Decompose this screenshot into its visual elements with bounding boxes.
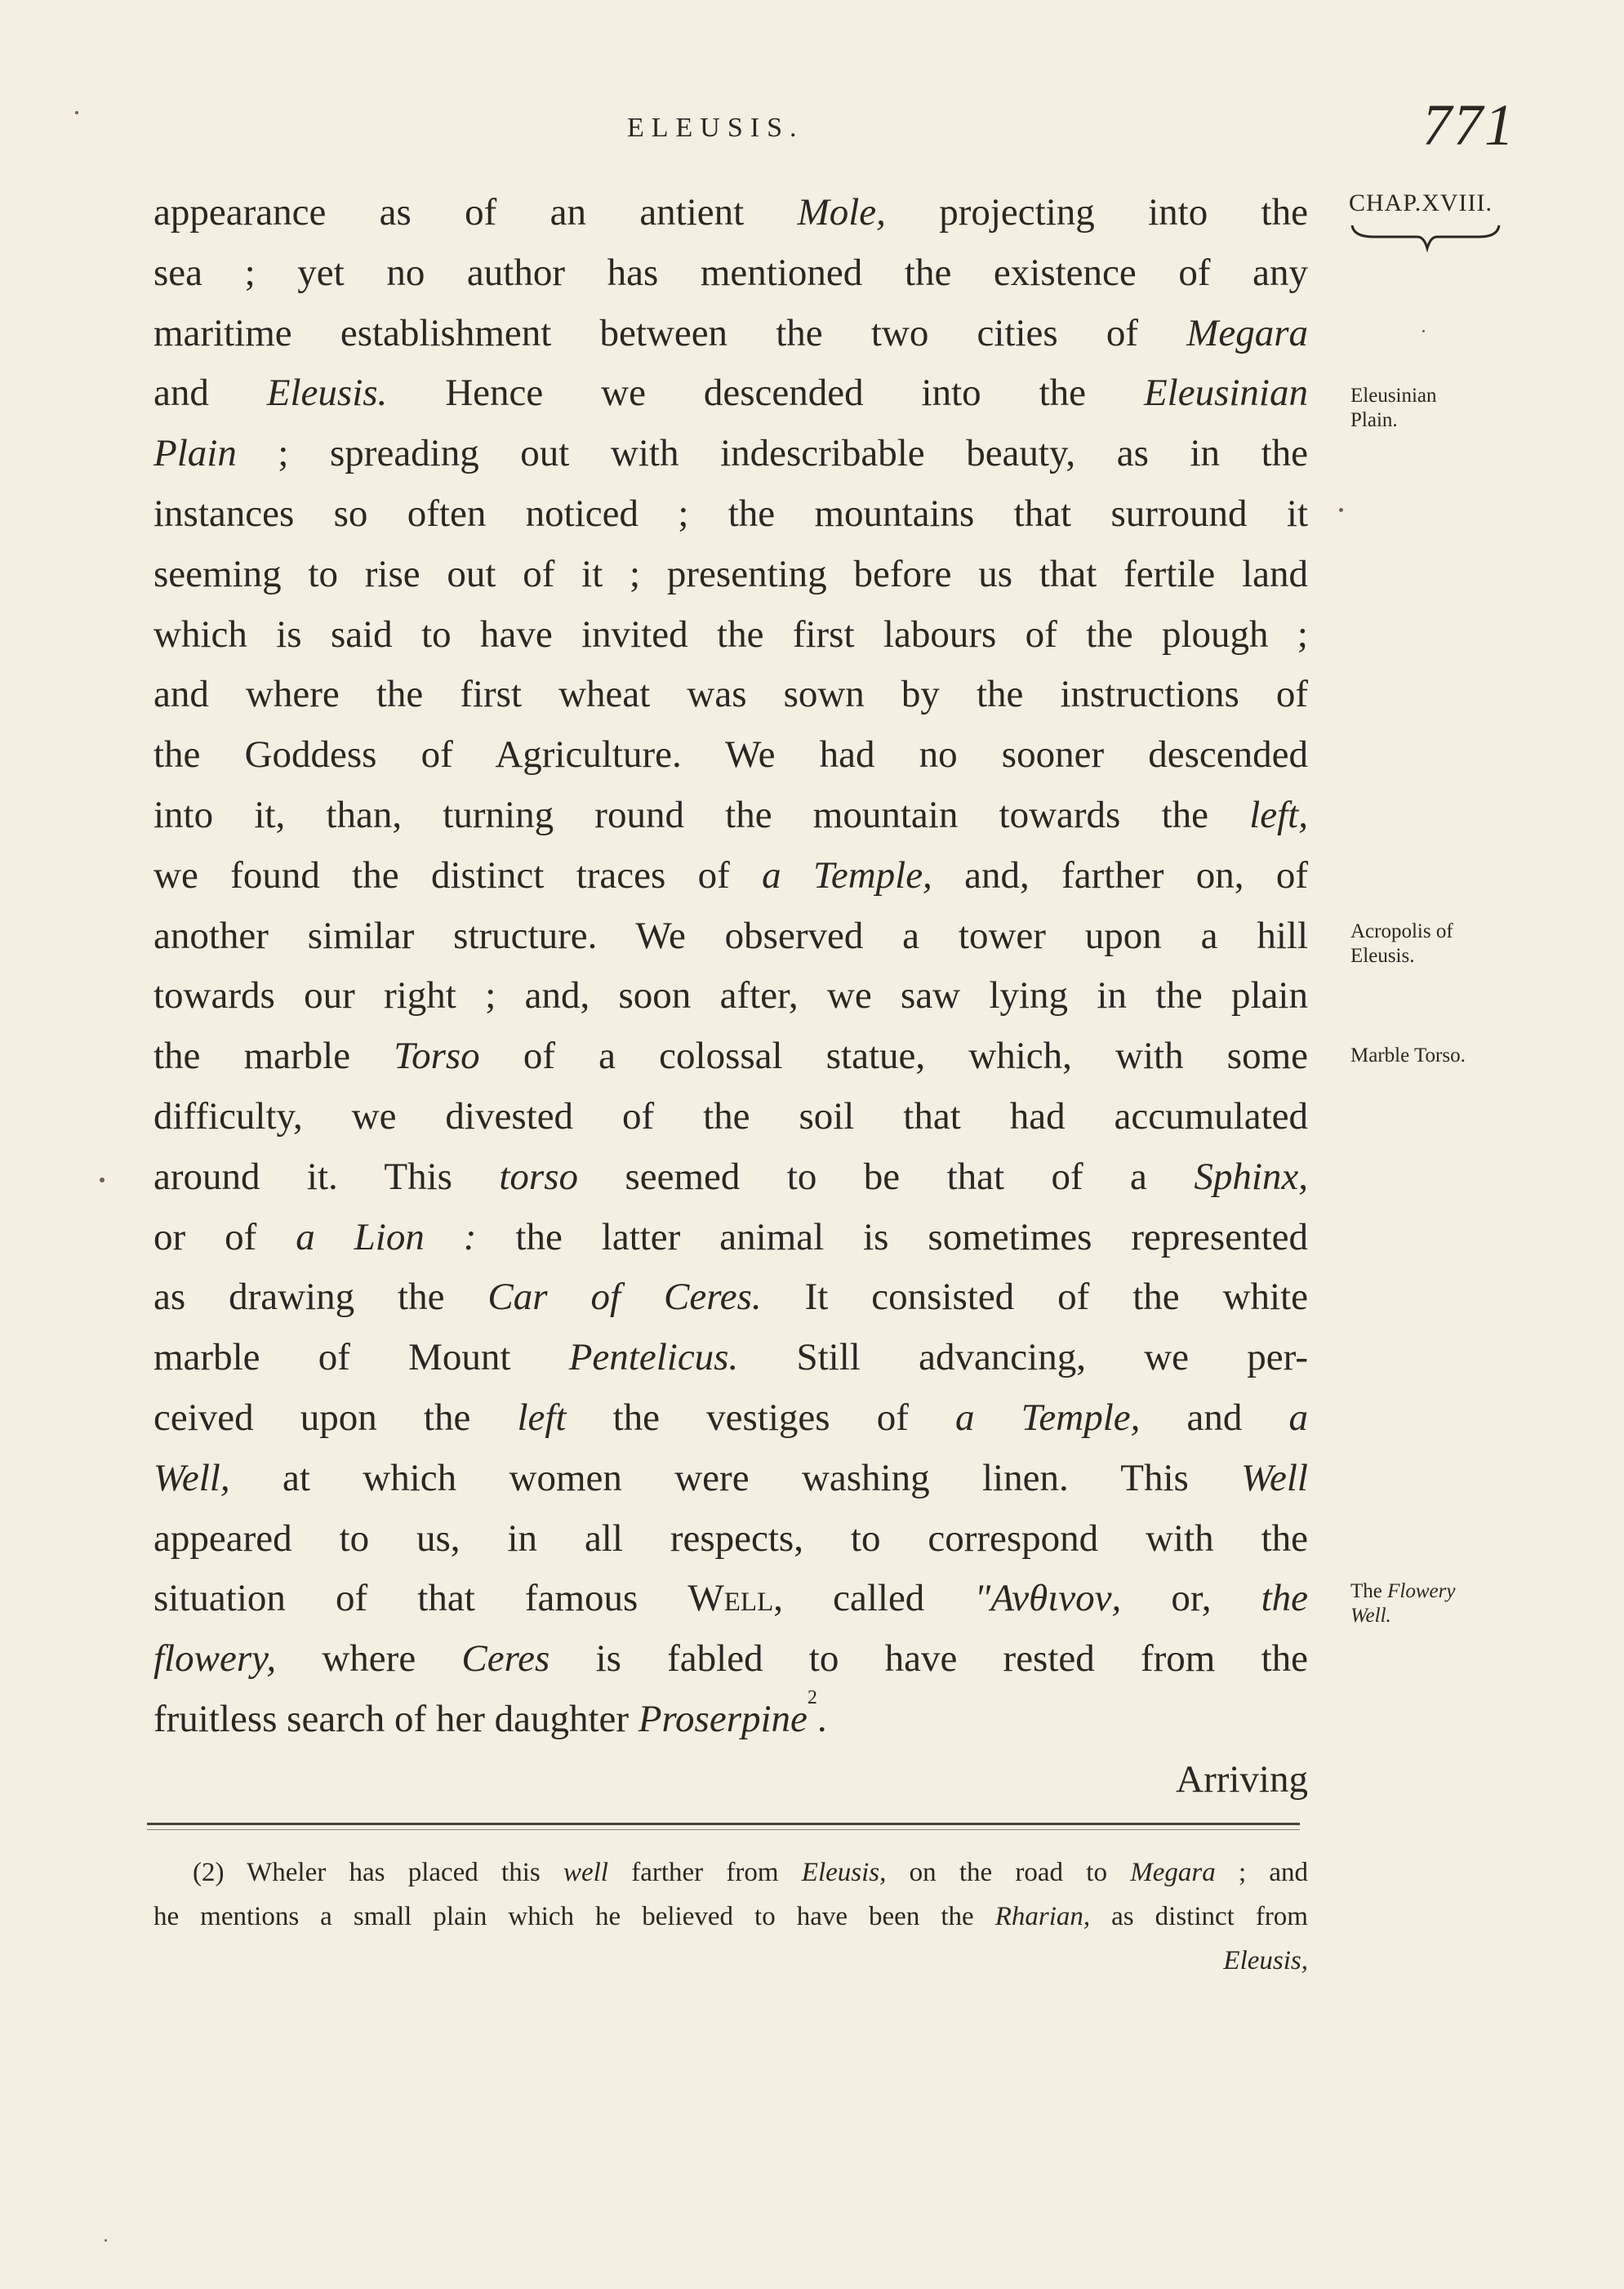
text-run: he mentions a small plain which he believed to have been the <box>154 1902 995 1931</box>
italic-text: well <box>563 1858 608 1887</box>
text-line <box>154 1509 1308 1570</box>
italic-text: a Lion : <box>296 1215 477 1258</box>
text-line <box>154 424 1308 484</box>
text-run: as distinct from <box>1090 1902 1308 1931</box>
text-run: seeming to rise out of it ; presenting before us that fertile land <box>154 552 1308 595</box>
text-line <box>154 1087 1308 1147</box>
italic-text: Plain <box>154 432 237 475</box>
footnote <box>154 1850 1309 1983</box>
chapter-label: CHAP.XVIII. <box>1349 189 1493 216</box>
text-line <box>154 243 1308 304</box>
footnote-line <box>193 1850 1308 1895</box>
text-run: where <box>276 1637 462 1681</box>
text-run: situation of that famous <box>154 1577 688 1620</box>
text-run: of a colossal statue, which, with some <box>479 1035 1308 1078</box>
text-line <box>154 1686 1308 1750</box>
text-run: seemed to be that of a <box>578 1155 1195 1198</box>
text-line <box>154 665 1308 725</box>
italic-text: Proserpine <box>638 1697 808 1740</box>
italic-text: left, <box>1249 793 1308 836</box>
text-line <box>154 1569 1308 1629</box>
text-run: ceived upon the <box>154 1396 518 1439</box>
italic-text: Well, <box>154 1456 230 1499</box>
italic-text: a <box>1288 1396 1308 1439</box>
text-line <box>154 725 1308 786</box>
text-line <box>154 1629 1308 1690</box>
text-line <box>154 786 1308 846</box>
italic-text: a Temple, <box>954 1396 1141 1439</box>
footnote-rule-thin <box>147 1829 1300 1830</box>
text-line <box>154 846 1308 906</box>
text-run: called <box>782 1577 975 1620</box>
text-line <box>154 1147 1308 1208</box>
text-run: Hence we descended into the <box>387 372 1144 415</box>
italic-text: torso <box>499 1155 579 1198</box>
italic-text: a Temple, <box>762 853 932 897</box>
margin-note-eleusinian-plain <box>1350 384 1437 433</box>
text-line <box>154 1328 1308 1388</box>
text-run: and where the first wheat was sown by the instructions of <box>154 673 1308 716</box>
text-run: or, <box>1121 1577 1261 1620</box>
text-run: projecting into the <box>885 191 1308 234</box>
page-number: 771 <box>1422 92 1515 158</box>
paper-speck <box>100 1178 105 1182</box>
text-run: or of <box>154 1215 296 1258</box>
text-run: towards our right ; and, soon after, we saw lying in the plain <box>154 974 1308 1018</box>
text-run: appearance as of an antient <box>154 191 798 234</box>
margin-note-line: Marble Torso. <box>1350 1044 1466 1067</box>
text-run: and, farther on, of <box>932 853 1308 897</box>
text-run: the marble <box>154 1035 394 1078</box>
text-line <box>154 1449 1308 1509</box>
text-line <box>154 966 1308 1026</box>
text-line <box>154 363 1308 424</box>
italic-text: the <box>1261 1577 1308 1620</box>
text-run: which is said to have invited the first labours of the plough ; <box>154 612 1308 656</box>
text-run: (2) Wheler has placed this <box>193 1858 563 1887</box>
paper-speck <box>1422 330 1425 332</box>
paper-speck <box>75 111 78 114</box>
text-run: ; and <box>1215 1858 1309 1887</box>
text-run: . <box>816 1697 827 1740</box>
text-run: the vestiges of <box>566 1396 955 1439</box>
italic-text: Rharian, <box>994 1902 1091 1931</box>
running-title: ELEUSIS. <box>627 113 804 143</box>
italic-text: Sphinx, <box>1194 1155 1309 1198</box>
text-run: at which women were washing linen. This <box>229 1456 1242 1499</box>
italic-text: Well. <box>1350 1605 1391 1627</box>
margin-note-line <box>1350 1604 1455 1628</box>
text-run: as drawing the <box>154 1276 488 1319</box>
footnote-line <box>154 1895 1308 1939</box>
italic-text: "Ανθινον, <box>974 1577 1122 1620</box>
text-line <box>154 906 1308 967</box>
text-run: instances so often noticed ; the mountains that surround it <box>154 492 1308 535</box>
margin-note-flowery-well <box>1350 1579 1455 1628</box>
italic-text: Ceres <box>461 1637 550 1681</box>
italic-text: Megara <box>1130 1858 1216 1887</box>
text-run: difficulty, we divested of the soil that had accumulated <box>154 1094 1308 1138</box>
italic-text: Car of Ceres. <box>487 1276 762 1319</box>
text-run: and <box>1140 1396 1289 1439</box>
text-line <box>154 183 1308 243</box>
text-line <box>154 1208 1308 1268</box>
margin-note-acropolis-of-eleusis <box>1350 920 1453 969</box>
text-run: sea ; yet no author has mentioned the existence of any <box>154 251 1308 294</box>
text-line <box>154 1267 1308 1328</box>
italic-text: left <box>517 1396 567 1439</box>
italic-text: Torso <box>394 1035 480 1078</box>
text-run: Still advancing, we per- <box>738 1336 1308 1379</box>
text-line <box>154 1388 1308 1449</box>
italic-text: Flowery <box>1387 1580 1456 1602</box>
italic-text: Eleusis. <box>266 372 388 415</box>
text-run: on the road to <box>886 1858 1131 1887</box>
paper-speck <box>105 2239 107 2242</box>
text-run: The <box>1350 1580 1388 1602</box>
text-run: farther from <box>607 1858 802 1887</box>
italic-text: Eleusinian <box>1143 372 1308 415</box>
text-run: fruitless search of her daughter <box>154 1697 638 1740</box>
text-run: the latter animal is sometimes represented <box>476 1215 1308 1258</box>
text-run: ; spreading out with indescribable beauty, as in the <box>236 432 1308 475</box>
text-run: we found the distinct traces of <box>154 853 763 897</box>
text-run: and <box>154 372 267 415</box>
text-run: appeared to us, in all respects, to correspond with the <box>154 1516 1308 1560</box>
text-run: is fabled to have rested from the <box>549 1637 1308 1681</box>
text-line <box>154 605 1308 666</box>
italic-text: Well <box>1241 1456 1308 1499</box>
text-run: the Goddess of Agriculture. We had no sooner descended <box>154 733 1308 777</box>
catchword: Arriving <box>1176 1757 1308 1801</box>
text-run: around it. This <box>154 1155 500 1198</box>
body-text <box>154 183 1308 1810</box>
text-line <box>154 484 1308 545</box>
text-run: marble of Mount <box>154 1336 569 1379</box>
footnote-ref: 2 <box>807 1686 817 1708</box>
margin-note-line: Eleusinian <box>1350 385 1437 407</box>
italic-text: Eleusis, <box>801 1858 887 1887</box>
margin-note-line <box>1350 1579 1455 1604</box>
text-run: into it, than, turning round the mountain towards the <box>154 793 1250 836</box>
italic-text: Megara <box>1186 311 1308 354</box>
text-run: maritime establishment between the two cities of <box>154 311 1187 354</box>
margin-note-line: Plain. <box>1350 409 1398 431</box>
text-line <box>154 304 1308 364</box>
text-line <box>154 1026 1308 1087</box>
text-run: It consisted of the white <box>761 1276 1309 1319</box>
italic-text: Pentelicus. <box>568 1336 739 1379</box>
text-run: Well, <box>687 1577 783 1620</box>
text-run: another similar structure. We observed a tower upon a hill <box>154 914 1308 957</box>
footnote-rule <box>147 1823 1300 1825</box>
italic-text: Eleusis, <box>1223 1946 1308 1975</box>
margin-note-line: Acropolis of <box>1350 920 1453 942</box>
margin-note-line: Eleusis. <box>1350 945 1415 967</box>
text-line <box>154 545 1308 605</box>
margin-note-marble-torso <box>1350 1044 1466 1068</box>
footnote-line <box>154 1939 1308 1983</box>
italic-text: Mole, <box>797 191 886 234</box>
paper-speck <box>1339 508 1343 512</box>
chapter-brace-ornament <box>1349 220 1504 253</box>
italic-text: flowery, <box>154 1637 277 1681</box>
